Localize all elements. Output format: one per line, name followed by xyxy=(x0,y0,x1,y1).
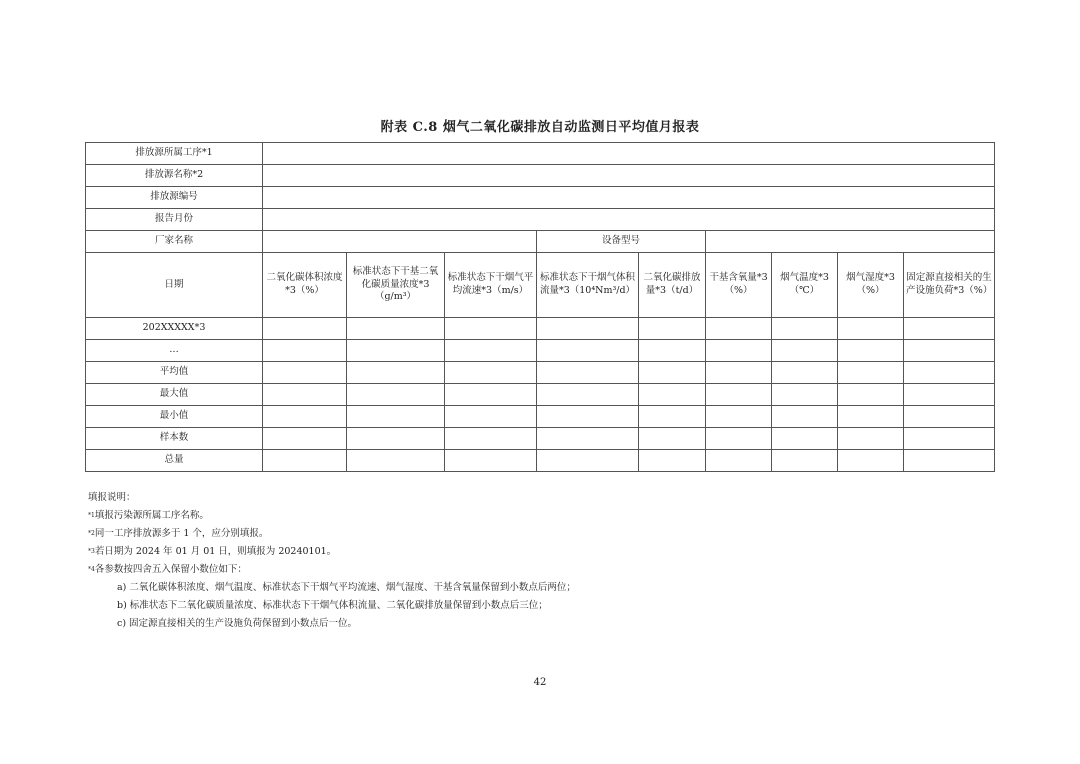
row-label: … xyxy=(86,340,263,362)
note-item xyxy=(88,561,988,579)
data-cell[interactable] xyxy=(263,340,347,362)
footnote-marker: *1 xyxy=(88,512,95,519)
data-cell[interactable] xyxy=(904,384,995,406)
data-row xyxy=(86,318,995,340)
column-header: 干基含氧量*3（%） xyxy=(706,253,772,318)
data-cell[interactable] xyxy=(838,384,904,406)
fill-instructions xyxy=(88,489,988,633)
data-cell[interactable] xyxy=(263,384,347,406)
notes-list xyxy=(88,507,988,579)
column-header: 标准状态下干基二氧化碳质量浓度*3（g/m³） xyxy=(347,253,445,318)
data-cell[interactable] xyxy=(445,362,537,384)
row-label: 202XXXXX*3 xyxy=(86,318,263,340)
data-cell[interactable] xyxy=(838,318,904,340)
data-cell[interactable] xyxy=(772,406,838,428)
data-cell[interactable] xyxy=(263,406,347,428)
notes-heading: 填报说明： xyxy=(88,492,136,503)
data-cell[interactable] xyxy=(445,428,537,450)
data-cell[interactable] xyxy=(537,428,639,450)
footnote-marker: *4 xyxy=(88,566,95,573)
info-value-cell[interactable] xyxy=(263,143,995,165)
column-header: 二氧化碳排放量*3（t/d） xyxy=(639,253,706,318)
data-cell[interactable] xyxy=(639,406,706,428)
note-text: 若日期为 2024 年 01 月 01 日，则填报为 20240101。 xyxy=(94,546,337,557)
data-cell[interactable] xyxy=(537,362,639,384)
column-header: 二氧化碳体积浓度*3（%） xyxy=(263,253,347,318)
data-cell[interactable] xyxy=(639,362,706,384)
data-row xyxy=(86,384,995,406)
data-cell[interactable] xyxy=(706,428,772,450)
data-cell[interactable] xyxy=(904,450,995,472)
row-label: 总量 xyxy=(86,450,263,472)
data-cell[interactable] xyxy=(639,450,706,472)
note-text: 同一工序排放源多于 1 个，应分别填报。 xyxy=(94,528,269,539)
data-cell[interactable] xyxy=(537,340,639,362)
data-cell[interactable] xyxy=(706,340,772,362)
data-cell[interactable] xyxy=(445,318,537,340)
data-cell[interactable] xyxy=(537,318,639,340)
factory-row xyxy=(86,231,995,253)
note-sub-item: c) 固定源直接相关的生产设施负荷保留到小数点后一位。 xyxy=(117,618,358,629)
info-label: 排放源编号 xyxy=(86,187,263,209)
column-header: 烟气温度*3（℃） xyxy=(772,253,838,318)
data-cell[interactable] xyxy=(639,428,706,450)
row-label: 最大值 xyxy=(86,384,263,406)
data-cell[interactable] xyxy=(347,384,445,406)
data-cell[interactable] xyxy=(904,362,995,384)
data-cell[interactable] xyxy=(838,450,904,472)
note-item xyxy=(88,525,988,543)
data-cell[interactable] xyxy=(537,406,639,428)
data-cell[interactable] xyxy=(706,318,772,340)
data-row xyxy=(86,362,995,384)
data-cell[interactable] xyxy=(347,406,445,428)
info-value-cell[interactable] xyxy=(263,165,995,187)
data-row xyxy=(86,340,995,362)
column-header: 标准状态下干烟气体积流量*3（10⁴Nm³/d） xyxy=(537,253,639,318)
data-cell[interactable] xyxy=(639,384,706,406)
footnote-marker: *3 xyxy=(88,548,95,555)
column-header: 日期 xyxy=(86,253,263,318)
factory-value-cell[interactable] xyxy=(263,231,537,253)
data-cell[interactable] xyxy=(445,406,537,428)
info-row xyxy=(86,143,995,165)
note-item xyxy=(88,507,988,525)
data-cell[interactable] xyxy=(347,362,445,384)
data-cell[interactable] xyxy=(706,450,772,472)
data-cell[interactable] xyxy=(445,450,537,472)
column-header: 烟气湿度*3（%） xyxy=(838,253,904,318)
data-cell[interactable] xyxy=(772,340,838,362)
info-label: 排放源名称*2 xyxy=(86,165,263,187)
data-cell[interactable] xyxy=(772,428,838,450)
note-sub-item: a) 二氧化碳体积浓度、烟气温度、标准状态下干烟气平均流速、烟气湿度、干基含氧量保留到小数点后两位； xyxy=(117,582,576,593)
note-text: 填报污染源所属工序名称。 xyxy=(94,510,209,521)
data-row xyxy=(86,406,995,428)
data-cell[interactable] xyxy=(904,428,995,450)
data-cell[interactable] xyxy=(445,340,537,362)
info-row xyxy=(86,187,995,209)
note-sub-item: b) 标准状态下二氧化碳质量浓度、标准状态下干烟气体积流量、二氧化碳排放量保留到小数点后三位； xyxy=(117,600,548,611)
data-cell[interactable] xyxy=(347,340,445,362)
data-cell[interactable] xyxy=(263,428,347,450)
row-label: 样本数 xyxy=(86,428,263,450)
info-value-cell[interactable] xyxy=(263,187,995,209)
info-label: 排放源所属工序*1 xyxy=(86,143,263,165)
data-cell[interactable] xyxy=(838,340,904,362)
monthly-report-table xyxy=(85,142,995,472)
page-number: 42 xyxy=(533,677,547,688)
data-cell[interactable] xyxy=(838,428,904,450)
data-cell[interactable] xyxy=(772,384,838,406)
table-body xyxy=(86,143,995,472)
data-cell[interactable] xyxy=(537,384,639,406)
report-title: 附表 C.8 烟气二氧化碳排放自动监测日平均值月报表 xyxy=(380,120,700,135)
data-cell[interactable] xyxy=(347,450,445,472)
data-cell[interactable] xyxy=(263,362,347,384)
data-cell[interactable] xyxy=(838,362,904,384)
data-cell[interactable] xyxy=(838,406,904,428)
note-text: 各参数按四舍五入保留小数位如下： xyxy=(94,564,247,575)
data-cell[interactable] xyxy=(639,318,706,340)
data-cell[interactable] xyxy=(772,318,838,340)
data-cell[interactable] xyxy=(445,384,537,406)
column-header-row xyxy=(86,253,995,318)
device-model-value-cell[interactable] xyxy=(706,231,995,253)
data-cell[interactable] xyxy=(263,450,347,472)
data-cell[interactable] xyxy=(347,428,445,450)
data-cell[interactable] xyxy=(639,340,706,362)
column-header: 固定源直接相关的生产设施负荷*3（%） xyxy=(904,253,995,318)
info-row xyxy=(86,209,995,231)
footnote-marker: *2 xyxy=(88,530,95,537)
device-model-label: 设备型号 xyxy=(537,231,706,253)
row-label: 最小值 xyxy=(86,406,263,428)
data-cell[interactable] xyxy=(537,450,639,472)
info-label: 报告月份 xyxy=(86,209,263,231)
data-row xyxy=(86,450,995,472)
data-cell[interactable] xyxy=(263,318,347,340)
note-item xyxy=(88,543,988,561)
data-cell[interactable] xyxy=(904,318,995,340)
data-row xyxy=(86,428,995,450)
info-value-cell[interactable] xyxy=(263,209,995,231)
info-row xyxy=(86,165,995,187)
row-label: 平均值 xyxy=(86,362,263,384)
column-header: 标准状态下干烟气平均流速*3（m/s） xyxy=(445,253,537,318)
data-cell[interactable] xyxy=(706,362,772,384)
data-cell[interactable] xyxy=(347,318,445,340)
data-cell[interactable] xyxy=(772,450,838,472)
data-cell[interactable] xyxy=(904,340,995,362)
notes-sub-list xyxy=(88,579,988,633)
data-cell[interactable] xyxy=(706,384,772,406)
data-cell[interactable] xyxy=(904,406,995,428)
factory-label: 厂家名称 xyxy=(86,231,263,253)
data-cell[interactable] xyxy=(772,362,838,384)
data-cell[interactable] xyxy=(706,406,772,428)
